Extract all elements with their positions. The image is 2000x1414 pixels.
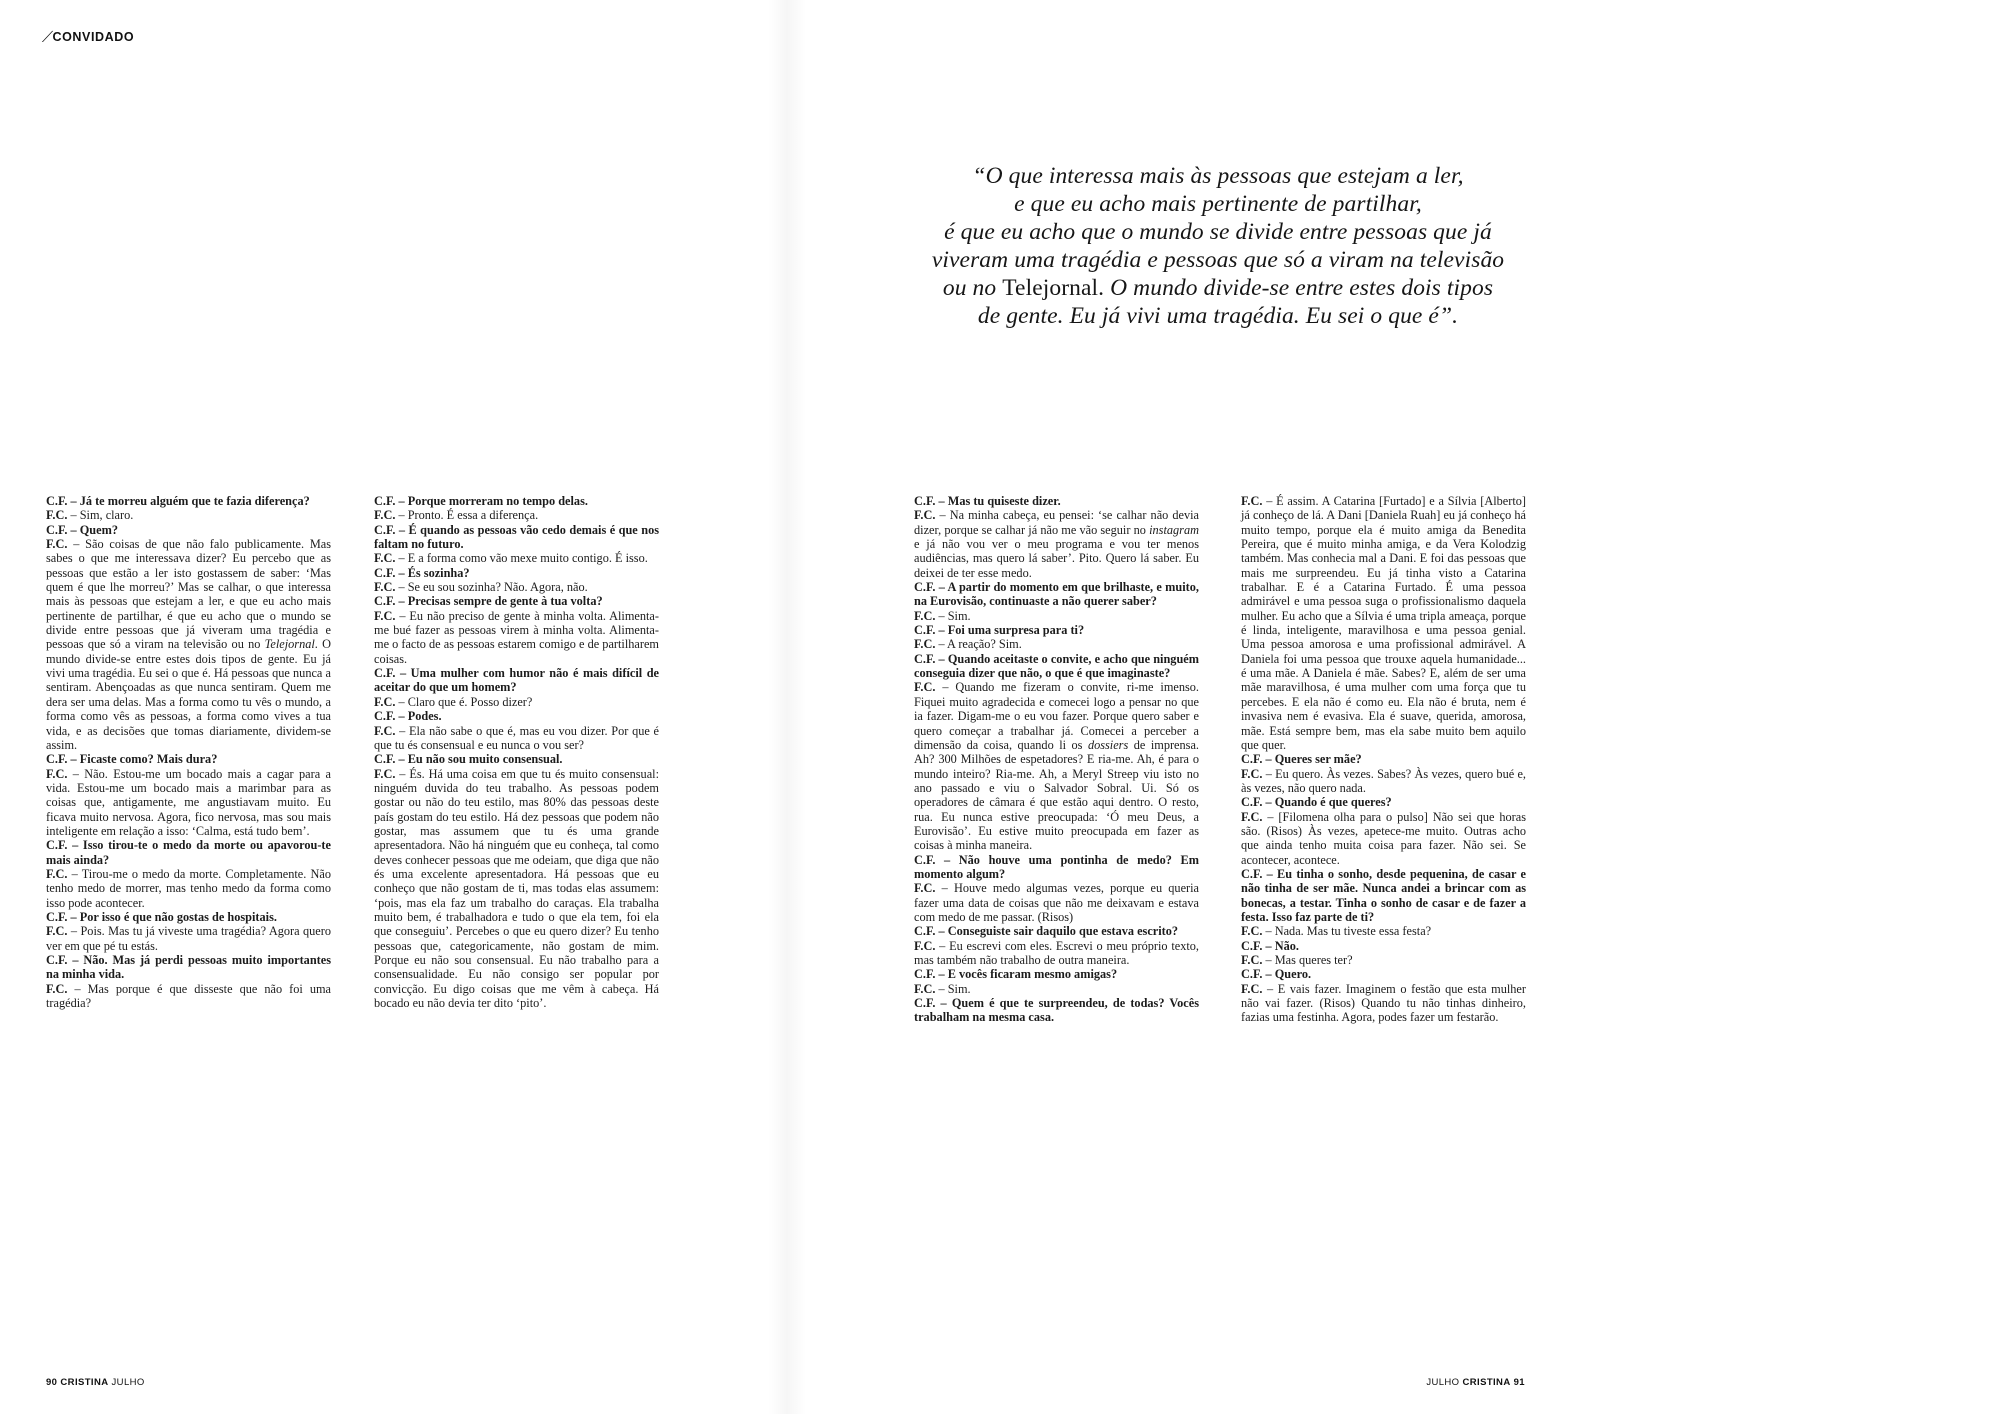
answer-paragraph: F.C. – Eu escrevi com eles. Escrevi o meu próprio texto, mas também não trabalho de outra maneira.: [914, 938, 1199, 967]
section-label: CONVIDADO: [52, 30, 135, 44]
speaker-prefix: C.F.: [1241, 967, 1263, 982]
speaker-prefix: F.C.: [46, 924, 68, 939]
speaker-prefix: F.C.: [46, 537, 68, 552]
speaker-prefix: C.F.: [1241, 938, 1263, 953]
question-paragraph: C.F. – Conseguiste sair daquilo que estava escrito?: [914, 924, 1179, 939]
answer-paragraph: F.C. – E a forma como vão mexe muito contigo. É isso.: [374, 551, 648, 566]
question-paragraph: C.F. – Queres ser mãe?: [1241, 752, 1362, 767]
speaker-prefix: C.F.: [914, 494, 936, 508]
footer-left: [46, 1377, 145, 1388]
speaker-prefix: C.F.: [914, 580, 936, 595]
answer-paragraph: F.C. – [Filomena olha para o pulso] Não sei que horas são. (Risos) Às vezes, apetece-me muito. Outras acho que ainda tenho muita coisa para fazer. Não sei. Se acontecer, acontece.: [1241, 809, 1526, 867]
speaker-prefix: F.C.: [914, 938, 936, 953]
question-paragraph: C.F. – Quando aceitaste o convite, e acho que ninguém conseguia dizer que não, o que é que imaginaste?: [914, 651, 1199, 681]
question-paragraph: C.F. – Quem é que te surpreendeu, de todas? Vocês trabalham na mesma casa.: [914, 996, 1199, 1025]
speaker-prefix: F.C.: [374, 551, 396, 566]
answer-paragraph: F.C. – Tirou-me o medo da morte. Completamente. Não tenho medo de morrer, mas tenho medo da forma como isso pode acontecer.: [46, 866, 331, 910]
speaker-prefix: F.C.: [46, 866, 68, 881]
answer-paragraph: F.C. – Sim, claro.: [46, 508, 134, 523]
question-paragraph: C.F. – Por isso é que não gostas de hospitais.: [46, 909, 277, 924]
speaker-prefix: C.F.: [374, 752, 396, 767]
pull-quote-line: ou no Telejornal. O mundo divide-se entre estes dois tipos: [942, 275, 1494, 301]
question-paragraph: C.F. – Podes.: [374, 709, 442, 724]
footer-right-brand: CRISTINA: [1462, 1377, 1511, 1388]
question-paragraph: C.F. – A partir do momento em que brilhaste, e muito, na Eurovisão, continuaste a não querer saber?: [914, 580, 1199, 609]
speaker-prefix: C.F.: [914, 852, 936, 867]
speaker-prefix: F.C.: [374, 766, 396, 781]
question-paragraph: C.F. – Não. Mas já perdi pessoas muito importantes na minha vida.: [46, 953, 331, 982]
speaker-prefix: C.F.: [914, 967, 936, 982]
speaker-prefix: F.C.: [374, 580, 396, 595]
speaker-prefix: F.C.: [914, 508, 936, 523]
speaker-prefix: C.F.: [46, 909, 68, 924]
speaker-prefix: F.C.: [914, 637, 936, 652]
interview-column-2: [374, 494, 659, 1010]
footer-left-month: JULHO: [111, 1377, 145, 1388]
question-paragraph: C.F. – Quero.: [1241, 967, 1312, 982]
speaker-prefix: C.F.: [914, 651, 936, 666]
answer-paragraph: F.C. – A reação? Sim.: [914, 637, 1022, 652]
speaker-prefix: F.C.: [1241, 924, 1263, 939]
question-paragraph: C.F. – Isso tirou-te o medo da morte ou apavorou-te mais ainda?: [46, 838, 331, 867]
question-paragraph: C.F. – Não houve uma pontinha de medo? Em momento algum?: [914, 852, 1199, 881]
speaker-prefix: C.F.: [1241, 866, 1263, 881]
footer-right-month: JULHO: [1426, 1377, 1460, 1388]
speaker-prefix: F.C.: [374, 694, 396, 709]
section-header: [44, 27, 135, 46]
answer-paragraph: F.C. – Mas queres ter?: [1241, 953, 1353, 967]
speaker-prefix: C.F.: [914, 623, 936, 638]
footer-right: [1242, 1377, 1525, 1388]
section-mark-icon: ⁄: [44, 27, 52, 46]
speaker-prefix: F.C.: [374, 508, 396, 523]
speaker-prefix: C.F.: [914, 996, 936, 1011]
speaker-prefix: F.C.: [914, 680, 936, 695]
interview-column-4: [1241, 494, 1526, 1025]
answer-paragraph: F.C. – É assim. A Catarina [Furtado] e a Sílvia [Alberto] já conheço de lá. A Dani [Daniela Ruah] eu já conheço há muito tempo, porque ela é muito amiga da Benedita Pereira, que é muito minha amiga, e da Vera Kolodzig também. Mas conhecia mal a Dani. E foi das pessoas que mais me surpreendeu. Eu já tinha visto a Catarina trabalhar. E é a Catarina Furtado. É uma pessoa admirável e uma pessoa suga o profissionalismo daquela mulher. Eu acho que a Sílvia é uma tripla ameaça, porque é linda, inteligente, maravilhosa e uma pessoa genial. Uma pessoa amorosa e uma profissional admirável. A Daniela foi uma pessoa que trouxe aquela humanidade... é uma mãe. A Daniela é mãe. Sabes? E, além de ser uma mãe maravilhosa, é uma mulher com uma força que tu percebes. E ela não é como eu. Ela não é bruta, nem é invasiva nem é evasiva. Ela é suave, querida, amorosa, mãe. Está sempre bem, mas ela sabe muito bem aquilo que quer.: [1241, 494, 1526, 752]
speaker-prefix: F.C.: [374, 608, 396, 623]
pull-quote-line: é que eu acho que o mundo se divide entre pessoas que já: [944, 219, 1492, 245]
speaker-prefix: C.F.: [374, 494, 396, 508]
question-paragraph: C.F. – É quando as pessoas vão cedo demais é que nos faltam no futuro.: [374, 522, 659, 552]
speaker-prefix: C.F.: [46, 522, 68, 537]
page-fold-shadow: [768, 0, 806, 1414]
interview-column-3: [914, 494, 1199, 1025]
answer-paragraph: F.C. – Pronto. É essa a diferença.: [374, 508, 539, 523]
answer-paragraph: F.C. – Pois. Mas tu já viveste uma tragédia? Agora quero ver em que pé tu estás.: [46, 924, 331, 953]
speaker-prefix: F.C.: [914, 981, 936, 996]
question-paragraph: C.F. – Precisas sempre de gente à tua volta?: [374, 594, 603, 609]
footer-right-page-number: 91: [1513, 1377, 1525, 1388]
question-paragraph: C.F. – Ficaste como? Mais dura?: [46, 752, 218, 767]
answer-paragraph: F.C. – Na minha cabeça, eu pensei: ‘se calhar não devia dizer, porque se calhar já não me vão seguir no instagram e já não vou ver o meu programa e vou ter menos audiências, mas quero lá saber’. Pito. Quero lá saber. Eu deixei de ter esse medo.: [914, 508, 1199, 580]
answer-paragraph: F.C. – Se eu sou sozinha? Não. Agora, não.: [374, 580, 588, 595]
question-paragraph: C.F. – Eu tinha o sonho, desde pequenina, de casar e não tinha de ser mãe. Nunca andei a brincar com as bonecas, a testar. Tinha o sonho de casar e de fazer a festa. Isso faz parte de ti?: [1241, 866, 1526, 924]
speaker-prefix: F.C.: [1241, 494, 1263, 508]
answer-paragraph: F.C. – Eu quero. Às vezes. Sabes? Às vezes, quero bué e, às vezes, não quero nada.: [1241, 766, 1526, 795]
speaker-prefix: F.C.: [1241, 981, 1263, 996]
answer-paragraph: F.C. – Houve medo algumas vezes, porque eu queria fazer uma data de coisas que não me deixavam e estava com medo de me passar. (Risos): [914, 881, 1199, 924]
speaker-prefix: C.F.: [374, 666, 396, 681]
speaker-prefix: F.C.: [914, 881, 936, 896]
speaker-prefix: F.C.: [46, 766, 68, 781]
question-paragraph: C.F. – Uma mulher com humor não é mais difícil de aceitar do que um homem?: [374, 666, 659, 695]
answer-paragraph: F.C. – Sim.: [914, 981, 971, 996]
speaker-prefix: C.F.: [46, 494, 68, 508]
answer-paragraph: F.C. – Quando me fizeram o convite, ri-me imenso. Fiquei muito agradecida e comecei logo a pensar no que ia fazer. Digam-me o eu vou fazer. Porque quero saber e quero começar a trabalhar já. Comecei a perceber a dimensão da coisa, quando li os dossiers de imprensa. Ah? 300 Milhões de espetadores? E ria-me. Ah, é para o mundo inteiro? Ria-me. Ah, a Meryl Streep viu isto no ano passado e viu o Salvador Sobral. Ui. Só os operadores de câmara é que estão aqui dentro. O resto, rua. Eu nunca estive preocupada: ‘Ó meu Deus, a Eurovisão’. Eu estive muito preocupada em fazer as coisas à minha maneira.: [914, 680, 1199, 853]
speaker-prefix: F.C.: [914, 608, 936, 623]
speaker-prefix: F.C.: [1241, 953, 1263, 967]
question-paragraph: C.F. – Quem?: [46, 522, 118, 537]
speaker-prefix: C.F.: [374, 709, 396, 724]
pull-quote-line: “O que interessa mais às pessoas que estejam a ler,: [972, 163, 1464, 189]
question-paragraph: C.F. – Já te morreu alguém que te fazia diferença?: [46, 494, 310, 508]
question-paragraph: C.F. – Porque morreram no tempo delas.: [374, 494, 588, 508]
question-paragraph: C.F. – Mas tu quiseste dizer.: [914, 494, 1061, 508]
question-paragraph: C.F. – Foi uma surpresa para ti?: [914, 623, 1085, 638]
answer-paragraph: F.C. – Sim.: [914, 608, 971, 623]
footer-left-page-number: 90: [46, 1377, 58, 1388]
speaker-prefix: C.F.: [374, 594, 396, 609]
answer-paragraph: F.C. – E vais fazer. Imaginem o festão que esta mulher não vai fazer. (Risos) Quando tu não tinhas dinheiro, fazias uma festinha. Agora, podes fazer um festarão.: [1241, 981, 1526, 1025]
speaker-prefix: F.C.: [374, 723, 396, 738]
question-paragraph: C.F. – És sozinha?: [374, 565, 470, 580]
speaker-prefix: F.C.: [46, 981, 68, 996]
pull-quote-line: de gente. Eu já vivi uma tragédia. Eu sei o que é”.: [977, 303, 1459, 329]
speaker-prefix: C.F.: [46, 752, 68, 767]
question-paragraph: C.F. – Eu não sou muito consensual.: [374, 752, 563, 767]
question-paragraph: C.F. – E vocês ficaram mesmo amigas?: [914, 967, 1118, 982]
answer-paragraph: F.C. – Mas porque é que disseste que não foi uma tragédia?: [46, 981, 331, 1011]
speaker-prefix: C.F.: [46, 838, 68, 853]
question-paragraph: C.F. – Não.: [1241, 938, 1299, 953]
answer-paragraph: F.C. – Ela não sabe o que é, mas eu vou dizer. Por que é que tu és consensual e eu nunca o vou ser?: [374, 723, 659, 752]
speaker-prefix: C.F.: [914, 924, 936, 939]
answer-paragraph: F.C. – Não. Estou-me um bocado mais a cagar para a vida. Estou-me um bocado mais a marimbar para as coisas que, antigamente, me angustiavam muito. Eu ficava muito nervosa. Agora, fico nervosa, mas sou mais inteligente em relação a isso: ‘Calma, está tudo bem’.: [46, 766, 331, 838]
speaker-prefix: F.C.: [1241, 766, 1263, 781]
answer-paragraph: F.C. – Nada. Mas tu tiveste essa festa?: [1241, 924, 1432, 939]
pull-quote-line: e que eu acho mais pertinente de partilhar,: [1014, 191, 1422, 217]
speaker-prefix: C.F.: [46, 953, 68, 967]
speaker-prefix: C.F.: [1241, 795, 1263, 810]
speaker-prefix: F.C.: [1241, 809, 1263, 824]
answer-paragraph: F.C. – São coisas de que não falo publicamente. Mas sabes o que me interessava dizer? Eu percebo que as pessoas que estão a ler isto gostassem de saber: ‘Mas quem é que lhe morreu?’ Mas se calhar, o que interessa mais às pessoas que estejam a ler, e que eu acho mais pertinente de partilhar, é que eu acho que o mundo se divide entre pessoas que já viveram uma tragédia e pessoas que só a viram na televisão ou no Telejornal. O mundo divide-se entre estes dois tipos de gente. Eu já vivi uma tragédia. Eu sei o que é. Há pessoas que nunca a sentiram. Abençoadas as que nunca sentiram. Quem me dera ser uma delas. Mas a forma como tu vês o mundo, a forma como vês as pessoas, a forma como vives a tua vida, e as decisões que tomas diariamente, dividem-se assim.: [46, 537, 331, 752]
speaker-prefix: F.C.: [46, 508, 68, 523]
speaker-prefix: C.F.: [374, 522, 396, 537]
speaker-prefix: C.F.: [1241, 752, 1263, 767]
answer-paragraph: F.C. – Eu não preciso de gente à minha volta. Alimenta-me bué fazer as pessoas virem à minha volta. Alimenta-me o facto de as pessoas estarem comigo e de partilharem coisas.: [374, 608, 659, 666]
speaker-prefix: C.F.: [374, 565, 396, 580]
pull-quote-text: [912, 162, 1524, 330]
answer-paragraph: F.C. – És. Há uma coisa em que tu és muito consensual: ninguém duvida do teu trabalho. As pessoas podem gostar ou não do teu estilo, mas 80% das pessoas deste país gostam do teu estilo. Há dez pessoas que podem não gostar, mas assumem que tu és uma grande apresentadora. Não há ninguém que eu conheça, tal como deves conhecer pessoas que me odeiam, que diga que não és uma excelente apresentadora. Há pessoas que eu conheço que não gostam de ti, mas todas elas assumem: ‘pois, mas ela faz um trabalho do caraças. Ela trabalha muito bem, é trabalhadora e tudo o que ela tem, foi ela que conseguiu’. Percebes o que eu quero dizer? Eu tenho pessoas que, categoricamente, não gostam de mim. Porque eu não sou consensual. Eu não trabalho para a consensualidade. Eu não consigo ser popular por convicção. Eu digo coisas que me vêm à cabeça. Há bocado eu não devia ter dito ‘pito’.: [374, 766, 659, 1011]
footer-left-brand: CRISTINA: [60, 1377, 109, 1388]
question-paragraph: C.F. – Quando é que queres?: [1241, 795, 1392, 810]
interview-column-1: [46, 494, 331, 1010]
answer-paragraph: F.C. – Claro que é. Posso dizer?: [374, 694, 533, 709]
pull-quote-line: viveram uma tragédia e pessoas que só a viram na televisão: [931, 247, 1505, 273]
